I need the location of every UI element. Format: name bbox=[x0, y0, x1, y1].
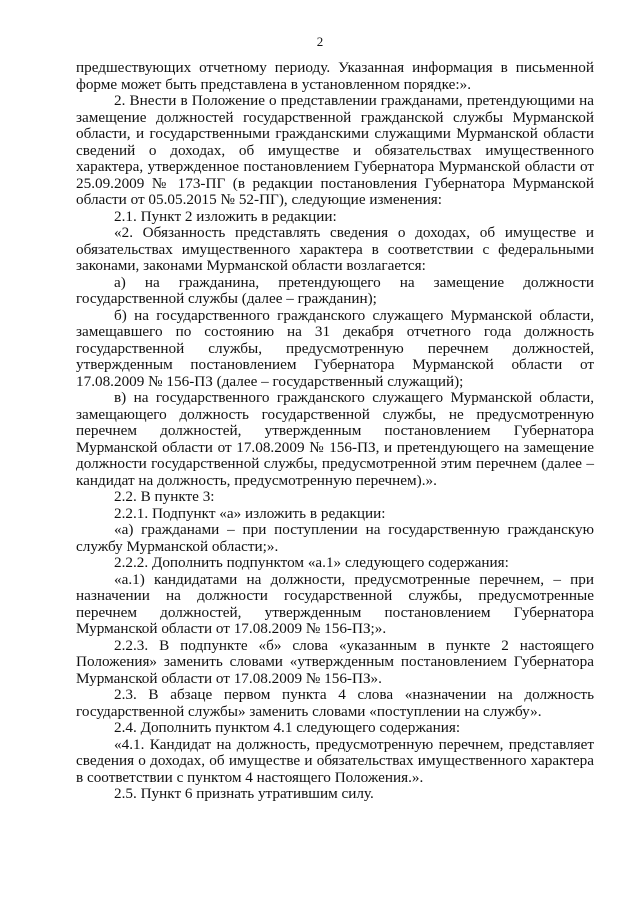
paragraph: «а) гражданами – при поступлении на государственную гражданскую службу Мурманской области;». bbox=[76, 521, 594, 555]
paragraph: 2.2.3. В подпункте «б» слова «указанным в пункте 2 настоящего Положения» заменить словами «утвержденным постановлением Губернатора Мурманской области от 17.08.2009 № 156-ПЗ». bbox=[76, 636, 594, 687]
document-body bbox=[76, 60, 594, 803]
paragraph: «4.1. Кандидат на должность, предусмотренную перечнем, представляет сведения о доходах, об имуществе и обязательствах имущественного характера в соответствии с пунктом 4 настоящего Положения.». bbox=[76, 735, 594, 786]
paragraph: предшествующих отчетному периоду. Указанная информация в письменной форме может быть представлена в установленном порядке:». bbox=[76, 59, 594, 93]
paragraph: 2.4. Дополнить пунктом 4.1 следующего содержания: bbox=[114, 719, 461, 736]
paragraph: 2.2. В пункте 3: bbox=[114, 488, 215, 505]
paragraph: 2.2.2. Дополнить подпунктом «а.1» следующего содержания: bbox=[114, 554, 509, 571]
paragraph: в) на государственного гражданского служащего Мурманской области, замещающего должность государственной службы, не предусмотренную перечнем должностей, утвержденным постановлением Губернатора Мурманской области от 17.08.2009 № 156-ПЗ, и претендующего на замещение должности государственной службы, предусмотренной этим перечнем (далее – кандидат на должность, предусмотренную перечнем).». bbox=[76, 389, 594, 489]
paragraph: 2.1. Пункт 2 изложить в редакции: bbox=[114, 207, 337, 225]
paragraph: б) на государственного гражданского служащего Мурманской области, замещавшего по состоянию на 31 декабря отчетного года должность государственной службы, предусмотренную перечнем должностей, утвержденным постановлением Губернатора Мурманской области от 17.08.2009 № 156-ПЗ (далее – государственный служащий); bbox=[76, 306, 594, 390]
paragraph: «а.1) кандидатами на должности, предусмотренные перечнем, – при назначении на должности государственной службы, предусмотренные перечнем должностей, утвержденным постановлением Губернатора Мурманской области от 17.08.2009 № 156-ПЗ;». bbox=[76, 570, 594, 637]
paragraph: 2. Внести в Положение о представлении гражданами, претендующими на замещение должностей государственной гражданской службы Мурманской области, и государственными гражданскими служащими Мурманской области сведений о доходах, об имуществе и обязательствах имущественного характера, утвержденное постановлением Губернатора Мурманской области от 25.09.2009 № 173-ПГ (в редакции постановления Губернатора Мурманской области от 05.05.2015 № 52-ПГ), следующие изменения: bbox=[76, 92, 594, 208]
paragraph: 2.5. Пункт 6 признать утратившим силу. bbox=[114, 785, 374, 802]
paragraph: 2.3. В абзаце первом пункта 4 слова «назначении на должность государственной службы» заменить словами «поступлении на службу». bbox=[76, 686, 594, 720]
paragraph: а) на гражданина, претендующего на замещение должности государственной службы (далее – гражданин); bbox=[76, 273, 594, 307]
paragraph: 2.2.1. Подпункт «а» изложить в редакции: bbox=[114, 504, 386, 522]
page-number: 2 bbox=[316, 34, 324, 49]
paragraph: «2. Обязанность представлять сведения о доходах, об имуществе и обязательствах имущественного характера в соответствии с федеральными законами, законами Мурманской области возлагается: bbox=[76, 224, 594, 274]
